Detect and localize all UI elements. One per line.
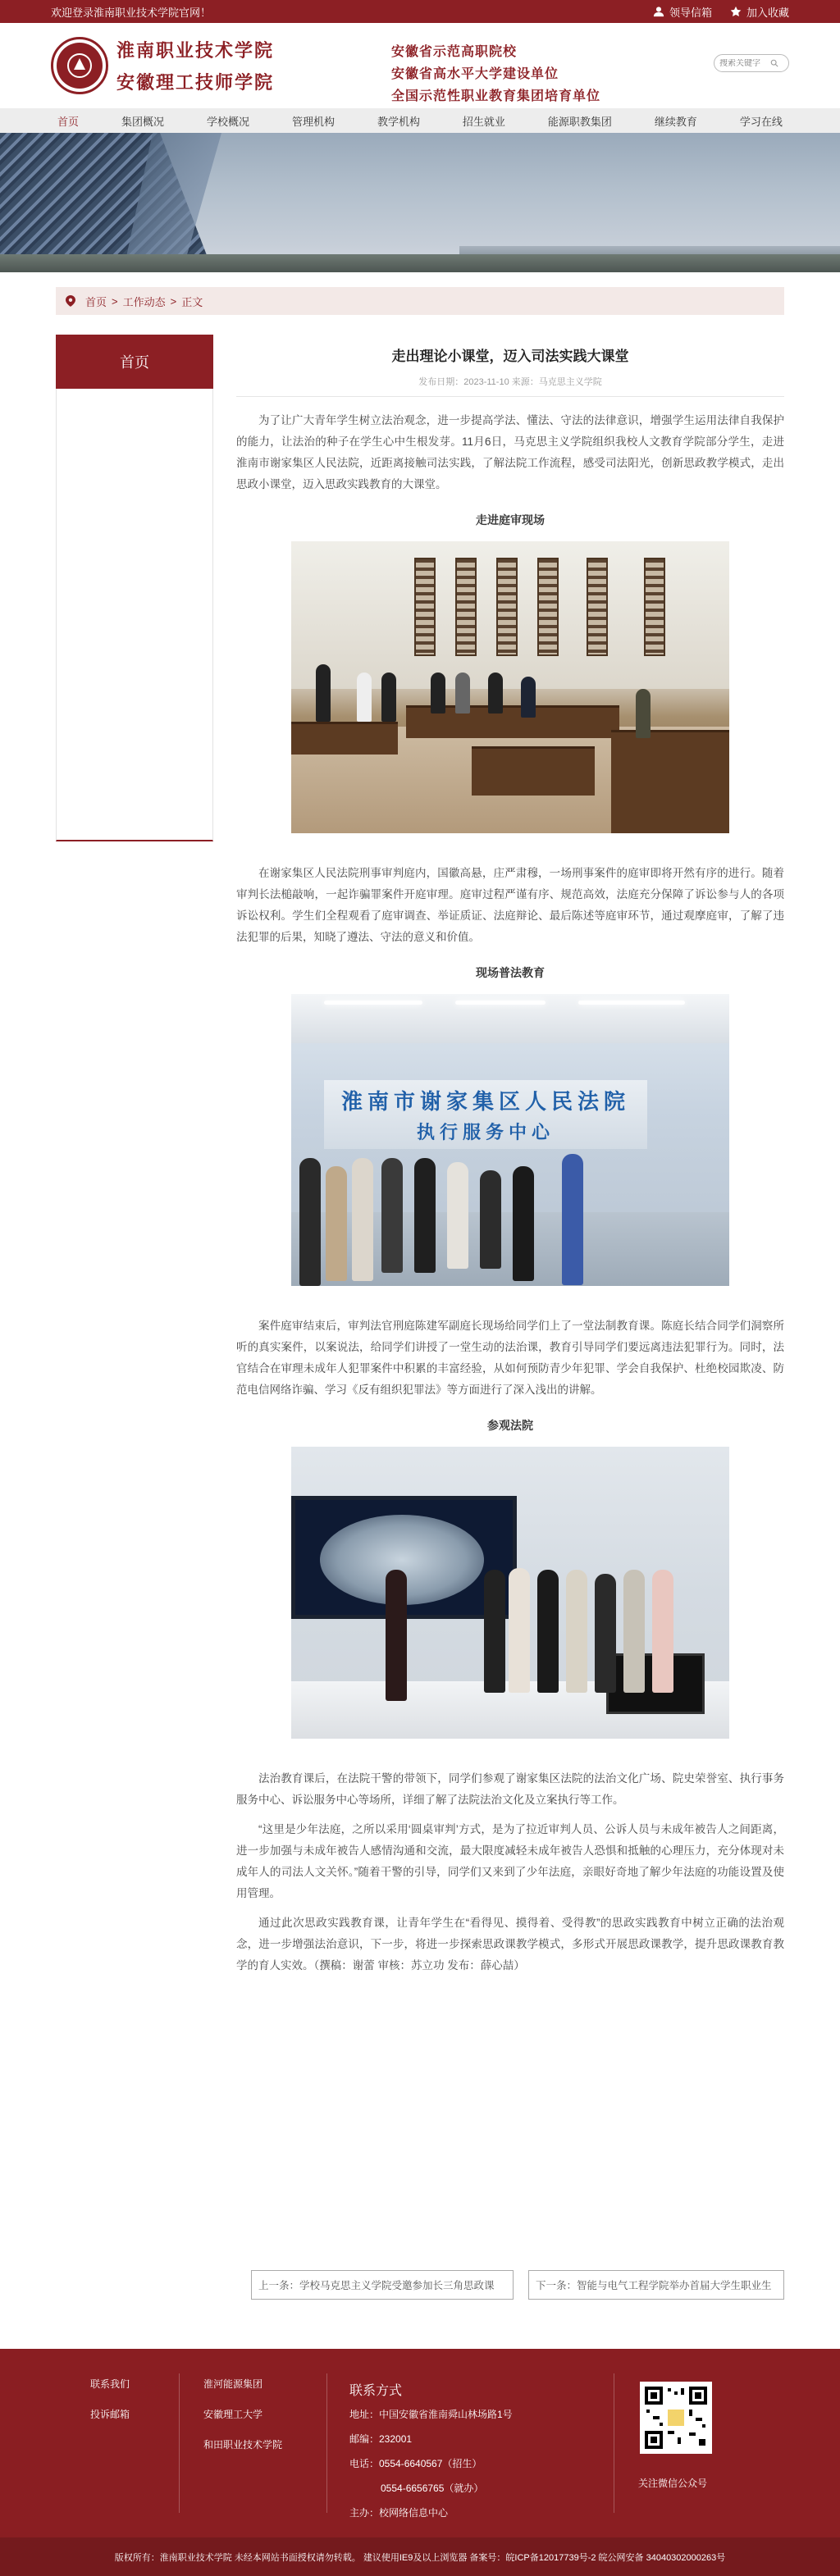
slogan-2: 安徽省高水平大学建设单位 [391,66,559,81]
qr-label: 关注微信公众号 [638,2478,708,2489]
article-paragraph: 在谢家集区人民法院刑事审判庭内，国徽高悬，庄严肃穆，一场刑事案件的庭审即将开然有序的进行。随着审判长法槌敲响，一起诈骗罪案件开庭审理。庭审过程严谨有序、规范高效，法庭充分保障了诉讼参与人的各项诉讼权利。学生们全程观看了庭审调查、举证质证、法庭辩论、最后陈述等庭审环节，通过观摩庭审，了解了违法犯罪的后果，知晓了遵法、守法的意义和价值。 [236,867,784,943]
nav-item-energy-group[interactable]: 能源职教集团 [547,115,612,128]
nav-item-admission[interactable]: 招生就业 [462,115,505,128]
footer-link-complaint[interactable]: 投诉邮箱 [90,2409,130,2420]
school-name: 淮南职业技术学院 [116,40,275,62]
search-input[interactable] [719,59,770,68]
article-paragraph: 案件庭审结束后，审判法官刑庭陈建军副庭长现场给同学们上了一堂法制教育课。陈庭长结合同学们洞察所听的真实案件，以案说法，给同学们讲授了一堂生动的法治课，教育引导同学们要远离违法犯罪行为。同时，法官结合在审理未成年人犯罪案件中积累的丰富经验，从如何预防青少年犯罪、学会自我保护、杜绝校园欺凌、防范电信网络诈骗、学习《反有组织犯罪法》等方面进行了深入浅出的讲解。 [236,1320,784,1396]
courtroom-photo [291,541,729,833]
prev-article-link[interactable]: 上一条：学校马克思主义学院受邀参加长三角思政课 [251,2270,514,2300]
breadcrumb [56,287,784,315]
main-nav [0,108,840,133]
next-article-link[interactable]: 下一条：智能与电气工程学院举办首届大学生职业生 [528,2270,784,2300]
breadcrumb-separator: > [170,294,177,308]
photo-person [488,672,503,714]
footer-link-aust[interactable]: 安徽理工大学 [203,2409,263,2420]
photo-person [381,1158,403,1273]
school-logo[interactable] [51,37,108,94]
sidebar-title[interactable]: 首页 [56,335,213,389]
photo-window [414,558,436,656]
photo-person [381,672,396,722]
user-icon [653,6,664,17]
article-paragraph: 法治教育课后，在法院干警的带领下，同学们参观了谢家集区法院的法治文化广场、院史荣誉室、执行事务服务中心、诉讼服务中心等场所，详细了解了法院法治文化及立案执行等工作。 [236,1772,784,1806]
footer-address: 地址：中国安徽省淮南舜山林场路1号 [349,2409,513,2420]
nav-item-school[interactable]: 学校概况 [206,115,249,128]
footer-link-contact[interactable]: 联系我们 [90,2378,130,2390]
photo-window [587,558,608,656]
photo-window [496,558,518,656]
photo-lamp [455,1001,546,1005]
banner-image [0,133,840,272]
photo-person [562,1154,583,1285]
photo-person [431,672,445,714]
nav-item-home[interactable]: 首页 [57,115,80,128]
photo-person [521,677,536,718]
welcome-text: 欢迎登录淮南职业技术学院官网！ [51,6,212,19]
article-subheading: 现场普法教育 [476,966,545,979]
photo-person [636,689,651,738]
qr-code-icon [643,2385,709,2451]
article-subheading: 参观法院 [487,1419,533,1432]
footer-links-col1 [90,2377,130,2421]
article-paragraph: 通过此次思政实践教育课，让青年学生在“看得见、摸得着、受得教”的思政实践教育中树立正确的法治观念，进一步增强法治意识，下一步，将进一步探索思政课教学模式，多形式开展思政课教学，提升思政课教育教学的育人实效。（撰稿：谢蕾 审核：苏立功 发布：薛心喆） [236,1917,784,1972]
photo-bench [611,730,729,833]
court-lobby-photo [291,994,729,1286]
footer-divider [326,2373,327,2513]
photo-person [447,1162,468,1269]
breadcrumb-separator: > [112,294,118,308]
photo-person [386,1570,407,1701]
sidebar [56,335,213,2270]
court-sign-line1: 淮南市谢家集区人民法院 [340,1090,630,1115]
photo-person [623,1570,645,1693]
nav-item-teaching[interactable]: 教学机构 [377,115,420,128]
add-favorite-label: 加入收藏 [746,6,789,19]
slogan-1: 安徽省示范高职院校 [391,43,518,59]
article-pager [56,2270,784,2300]
nav-item-online[interactable]: 学习在线 [739,115,783,128]
school-name-secondary: 安徽理工技师学院 [116,72,275,93]
photo-person [566,1570,587,1693]
photo-person [299,1158,321,1286]
banner-trees [0,254,840,272]
add-favorite-link[interactable] [730,4,789,20]
copyright-bar: 版权所有：淮南职业技术学院 未经本网站书面授权请勿转载。 建议使用IE9及以上浏览器 备案号：皖ICP备12017739号-2 皖公网安备 34040302000263号 [0,2537,840,2576]
photo-person [513,1166,534,1281]
footer-links-col2 [203,2377,282,2451]
site-header [0,23,840,108]
wechat-qr-code [640,2382,712,2454]
breadcrumb-current: 正文 [181,295,203,308]
footer-host: 主办：校网络信息中心 [349,2507,449,2519]
photo-person [484,1570,505,1693]
photo-bench [291,722,398,755]
main-area [56,335,784,2270]
footer-postcode: 邮编：232001 [349,2433,413,2445]
photo-window [537,558,559,656]
leader-mail-link[interactable] [653,4,712,20]
sidebar-body [56,389,213,841]
photo-person [537,1570,559,1693]
photo-person [480,1170,501,1269]
footer-contact [349,2380,513,2530]
footer-link-huaihe[interactable]: 淮河能源集团 [203,2378,263,2390]
breadcrumb-home[interactable]: 首页 [85,295,107,308]
logo-emblem-icon [57,43,103,89]
footer-contact-title: 联系方式 [349,2384,403,2398]
photo-person [509,1568,530,1693]
nav-item-continuing[interactable]: 继续教育 [654,115,697,128]
footer-link-hetian[interactable]: 和田职业技术学院 [203,2439,283,2451]
photo-bench [472,746,595,796]
article-paragraph: 为了让广大青年学生树立法治观念，进一步提高学法、懂法、守法的法律意识，增强学生运用法律自我保护的能力，让法治的种子在学生心中生根发芽。11月6日，马克思主义学院组织我校人文教育学院部分学生，走进淮南市谢家集区人民法院，近距离接触司法实践，了解法院工作流程，感受司法阳光，创新思政教学模式，走出思政小课堂，迈入思政实践教育的大课堂。 [236,414,784,490]
article [236,335,784,2270]
footer-phone-admission: 电话：0554-6640567（招生） [349,2458,482,2469]
star-icon [730,6,742,17]
search-icon[interactable] [770,59,778,67]
nav-item-admin[interactable]: 管理机构 [291,115,335,128]
nav-item-group[interactable]: 集团概况 [121,115,164,128]
article-subheading: 走进庭审现场 [476,513,545,527]
header-slogans [391,41,600,104]
site-footer [0,2349,840,2537]
photo-person [316,664,331,722]
photo-person [652,1570,673,1693]
leader-mail-label: 领导信箱 [669,6,712,19]
search-box [714,54,789,72]
photo-person [414,1158,436,1273]
court-sign-line2: 执行服务中心 [416,1122,555,1143]
article-paragraph: “这里是少年法庭，之所以采用‘圆桌审判’方式，是为了拉近审判人员、公诉人员与未成年被告人之间距离，进一步加强与未成年被告人感情沟通和交流，最大限度减轻未成年被告人恐惧和抵触的心理压力，充分体现对未成年人的司法人文关怀。”随着干警的引导，同学们又来到了少年法庭，亲眼好奇地了解少年法庭的功能设置及使用管理。 [236,1823,784,1899]
breadcrumb-section[interactable]: 工作动态 [122,295,166,308]
article-title: 走出理论小课堂，迈入司法实践大课堂 [391,349,629,364]
photo-person [595,1574,616,1693]
location-pin-icon [66,295,75,307]
slogan-3: 全国示范性职业教育集团培育单位 [391,88,601,103]
photo-person [326,1166,347,1281]
article-meta: 发布日期：2023-11-10 来源：马克思主义学院 [236,375,784,397]
footer-divider [179,2373,180,2513]
photo-person [352,1158,373,1281]
photo-person [455,672,470,714]
photo-window [455,558,477,656]
photo-lamp [578,1001,685,1005]
footer-phone-employment: 0554-6656765（就办） [381,2483,484,2494]
top-bar [0,0,840,23]
juvenile-court-photo [291,1447,729,1739]
photo-lamp [324,1001,422,1005]
court-sign [324,1080,647,1149]
photo-window [644,558,665,656]
photo-person [357,672,372,722]
school-name-block [116,37,274,94]
